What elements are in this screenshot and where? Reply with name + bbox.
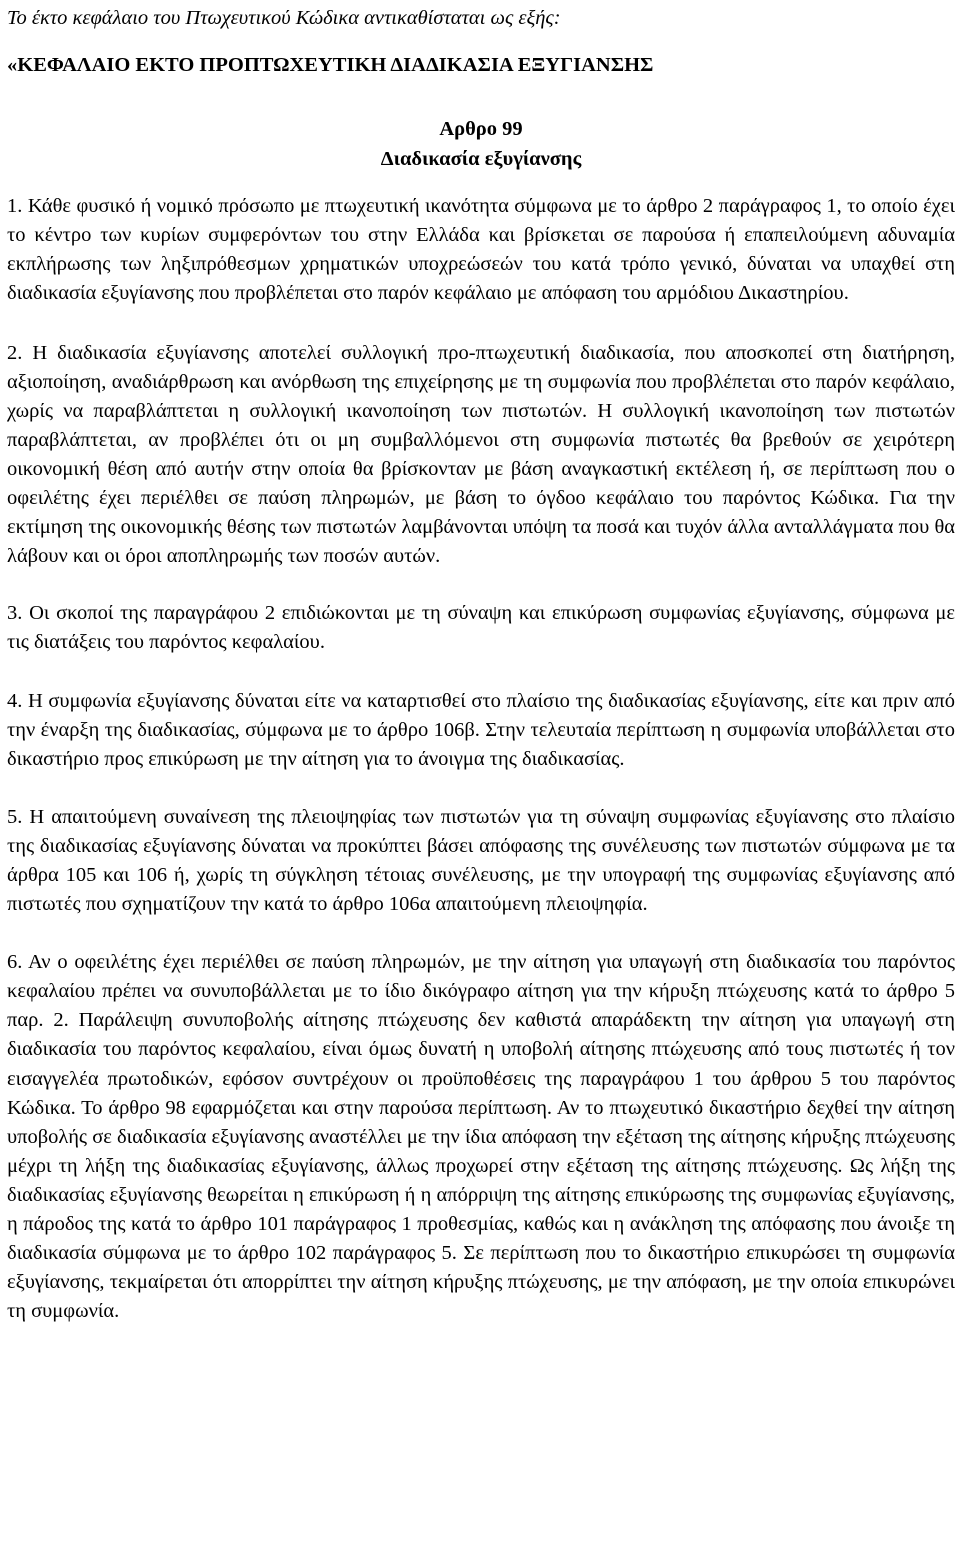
paragraph-3: 3. Οι σκοποί της παραγράφου 2 επιδιώκονται με τη σύναψη και επικύρωση συμφωνίας εξυγίανσης, σύμφωνα με τις διατάξεις του παρόντος κεφαλαίου. — [7, 602, 955, 654]
chapter-title: «ΚΕΦΑΛΑΙΟ ΕΚΤΟ ΠΡΟΠΤΩΧΕΥΤΙΚΗ ΔΙΑΔΙΚΑΣΙΑ ΕΞΥΓΙΑΝΣΗΣ — [7, 54, 654, 77]
article-title: Διαδικασία εξυγίανσης — [380, 148, 582, 171]
paragraph-6: 6. Αν ο οφειλέτης έχει περιέλθει σε παύση πληρωμών, με την αίτηση για υπαγωγή στη διαδικασία του παρόντος κεφαλαίου πρέπει να συνυποβάλλεται με το ίδιο δικόγραφο αίτηση για την κήρυξη πτώχευσης κατά το άρθρο 5 παρ. 2. Παράλειψη συνυποβολής αίτησης πτώχευσης δεν καθιστά απαράδεκτη την αίτηση για υπαγωγή στη διαδικασία του παρόντος κεφαλαίου, είναι όμως δυνατή η υποβολή αίτησης πτώχευσης από τους πιστωτές ή τον εισαγγελέα πρωτοδικών, εφόσον συντρέχουν οι προϋποθέσεις της παραγράφου 1 του άρθρου 5 του παρόντος Κώδικα. Το άρθρο 98 εφαρμόζεται και στην παρούσα περίπτωση. Αν το πτωχευτικό δικαστήριο δεχθεί την αίτηση υποβολής σε διαδικασία εξυγίανσης αναστέλλει με την ίδια απόφαση την εξέταση της αίτησης κήρυξης πτώχευσης μέχρι τη λήξη της διαδικασίας εξυγίανσης, άλλως προχωρεί στην εξέταση της αίτησης πτώχευσης. Ως λήξη της διαδικασίας εξυγίανσης θεωρείται η επικύρωση ή η απόρριψη της αίτησης επικύρωσης της συμφωνίας εξυγίανσης, η πάροδος της κατά το άρθρο 101 παράγραφος 1 προθεσμίας, καθώς και η ανάκληση της απόφασης που άνοιξε τη διαδικασία σύμφωνα με το άρθρο 102 παράγραφος 5. Σε περίπτωση που το δικαστήριο επικυρώσει τη συμφωνία εξυγίανσης, τεκμαίρεται ότι απορρίπτει την αίτηση κήρυξης πτώχευσης, με την απόφαση, με την οποία επικυρώνει τη συμφωνία. — [7, 951, 955, 1323]
paragraph-1: 1. Κάθε φυσικό ή νομικό πρόσωπο με πτωχευτική ικανότητα σύμφωνα με το άρθρο 2 παράγραφος 1, το οποίο έχει το κέντρο των κυρίων συμφερόντων του στην Ελλάδα και βρίσκεται σε παρούσα ή επαπειλούμενη αδυναμία εκπλήρωσης των ληξιπρόθεσμων χρηματικών υποχρεώσεών του κατά τρόπο γενικό, δύναται να υπαχθεί στη διαδικασία εξυγίανσης που προβλέπεται στο παρόν κεφάλαιο με απόφαση του αρμόδιου Δικαστηρίου. — [7, 195, 955, 305]
paragraph-4: 4. Η συμφωνία εξυγίανσης δύναται είτε να καταρτισθεί στο πλαίσιο της διαδικασίας εξυγίανσης, είτε και πριν από την έναρξη της διαδικασίας, σύμφωνα με το άρθρο 106β. Στην τελευταία περίπτωση η συμφωνία υποβάλλεται στο δικαστήριο προς επικύρωση με την αίτηση για το άνοιγμα της διαδικασίας. — [7, 689, 955, 770]
intro-line: Το έκτο κεφάλαιο του Πτωχευτικού Κώδικα αντικαθίσταται ως εξής: — [7, 7, 561, 29]
document-page — [7, 0, 955, 1326]
article-heading — [7, 114, 955, 174]
paragraph-5: 5. Η απαιτούμενη συναίνεση της πλειοψηφίας των πιστωτών για τη σύναψη συμφωνίας εξυγίανσης στο πλαίσιο της διαδικασίας εξυγίανσης δύναται να προκύπτει βάσει απόφασης της συνέλευσης των πιστωτών σύμφωνα με τα άρθρα 105 και 106 ή, χωρίς τη σύγκληση τέτοιας συνέλευσης, με την υπογραφή της συμφωνίας εξυγίανσης από πιστωτές που σχηματίζουν την κατά το άρθρο 106α απαιτούμενη πλειοψηφία. — [7, 805, 955, 916]
article-number: Αρθρο 99 — [439, 118, 523, 141]
paragraph-2: 2. Η διαδικασία εξυγίανσης αποτελεί συλλογική προ-πτωχευτική διαδικασία, που αποσκοπεί στη διατήρηση, αξιοποίηση, αναδιάρθρωση και ανόρθωση της επιχείρησης με τη συμφωνία που προβλέπεται στο παρόν κεφάλαιο, χωρίς να παραβλάπτεται η συλλογική ικανοποίηση των πιστωτών. Η συλλογική ικανοποίηση των πιστωτών παραβλάπτεται, αν προβλέπει ότι οι μη συμβαλλόμενοι στη συμφωνία πιστωτές θα βρεθούν σε χειρότερη οικονομική θέση από αυτήν στην οποία θα βρίσκονταν με βάση αναγκαστική εκτέλεση ή, σε περίπτωση που ο οφειλέτης έχει περιέλθει σε παύση πληρωμών, με βάση το όγδοο κεφάλαιο του παρόντος Κώδικα. Για την εκτίμηση της οικονομικής θέσης των πιστωτών λαμβάνονται υπόψη τα ποσά και τυχόν άλλα ανταλλάγματα που θα λάβουν και οι όροι αποπληρωμής των ποσών αυτών. — [7, 341, 955, 568]
